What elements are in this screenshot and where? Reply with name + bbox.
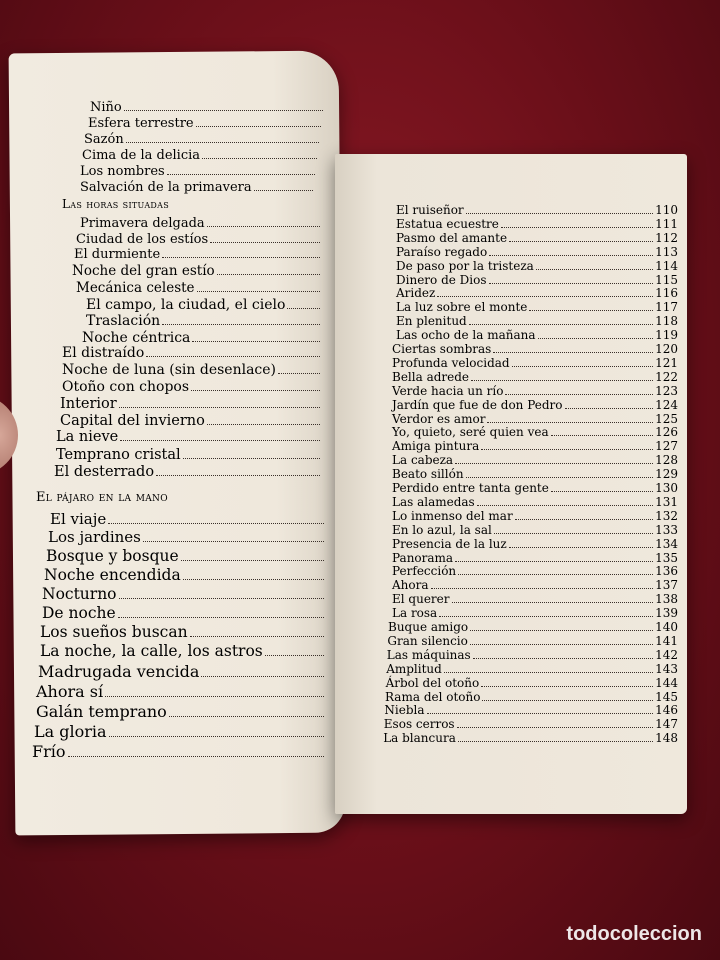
dot-leader xyxy=(287,296,320,309)
dot-leader xyxy=(452,594,654,604)
dot-leader xyxy=(278,361,320,374)
dot-leader xyxy=(108,511,324,524)
toc-entry xyxy=(62,378,322,395)
toc-entry xyxy=(396,300,678,314)
toc-entry xyxy=(44,566,326,584)
toc-entry-title: Bosque y bosque xyxy=(46,547,179,565)
toc-entry-title: Cima de la delicia xyxy=(82,147,201,163)
dot-leader xyxy=(169,704,324,717)
toc-entry-title: El distraído xyxy=(62,344,145,361)
dot-leader xyxy=(565,399,654,409)
toc-entry xyxy=(76,279,322,296)
dot-leader xyxy=(471,371,653,381)
toc-entry-title: Buque amigo xyxy=(388,620,469,634)
dot-leader xyxy=(489,246,653,256)
toc-entry xyxy=(392,523,678,537)
toc-entry-title: Perdido entre tanta gente xyxy=(392,481,549,495)
toc-entry-title: Verde hacia un río xyxy=(392,383,504,398)
toc-entry-page-number: 136 xyxy=(655,564,678,579)
toc-entry-title: Ciudad de los estíos xyxy=(76,231,209,247)
toc-entry-title: Dinero de Dios xyxy=(396,272,487,287)
toc-entry xyxy=(36,702,326,721)
toc-entry xyxy=(56,446,322,463)
toc-entry xyxy=(80,214,322,231)
toc-entry-page-number: 123 xyxy=(655,383,678,398)
dot-leader xyxy=(481,677,653,687)
toc-entry-page-number: 138 xyxy=(655,592,678,607)
dot-leader xyxy=(183,567,324,580)
toc-entry-title: De noche xyxy=(42,604,116,622)
toc-entry-page-number: 133 xyxy=(655,522,678,537)
toc-entry xyxy=(62,344,322,361)
toc-entry-title: El durmiente xyxy=(74,246,161,262)
toc-entry xyxy=(42,585,326,603)
dot-leader xyxy=(493,343,653,353)
dot-leader xyxy=(458,566,653,576)
toc-entry-title: El querer xyxy=(392,592,450,607)
toc-entry xyxy=(392,439,678,453)
dot-leader xyxy=(119,395,320,408)
toc-entry xyxy=(40,642,326,660)
dot-leader xyxy=(207,214,320,227)
toc-entry-title: Esfera terrestre xyxy=(88,115,194,131)
dot-leader xyxy=(68,744,325,757)
toc-entry xyxy=(392,592,678,606)
toc-entry xyxy=(396,286,678,300)
toc-entry xyxy=(62,361,322,378)
toc-entry-title: Estatua ecuestre xyxy=(396,216,499,231)
toc-entry-title: Galán temprano xyxy=(36,702,167,721)
dot-leader xyxy=(512,357,653,367)
dot-leader xyxy=(487,413,653,423)
toc-entry-page-number: 140 xyxy=(655,620,678,634)
toc-entry-page-number: 146 xyxy=(655,703,678,718)
toc-entry-page-number: 148 xyxy=(655,731,678,746)
dot-leader xyxy=(156,463,320,476)
toc-entry-page-number: 131 xyxy=(655,494,678,509)
dot-leader xyxy=(120,428,320,441)
toc-entry-title: Los jardines xyxy=(48,528,141,546)
toc-entry xyxy=(396,273,678,287)
toc-entry-title: Nocturno xyxy=(42,585,117,603)
dot-leader xyxy=(265,643,324,656)
toc-entry-page-number: 111 xyxy=(655,216,678,231)
dot-leader xyxy=(183,446,320,459)
dot-leader xyxy=(119,586,324,599)
dot-leader xyxy=(455,552,653,562)
toc-entry xyxy=(396,217,678,231)
toc-entry xyxy=(396,328,678,342)
dot-leader xyxy=(254,178,313,191)
toc-entry-page-number: 129 xyxy=(655,467,678,482)
toc-entry-page-number: 128 xyxy=(655,453,678,468)
toc-entry-title: Las máquinas xyxy=(386,647,471,662)
toc-entry xyxy=(48,528,326,546)
toc-entry-title: La noche, la calle, los astros xyxy=(40,642,263,660)
toc-entry-page-number: 118 xyxy=(655,314,678,329)
toc-entry xyxy=(80,162,317,179)
toc-entry-title: El campo, la ciudad, el cielo xyxy=(86,296,286,313)
toc-entry-title: Mecánica celeste xyxy=(76,279,195,296)
toc-entry-page-number: 125 xyxy=(655,411,678,426)
dot-leader xyxy=(529,302,653,312)
toc-entry-title: Ciertas sombras xyxy=(392,342,492,356)
dot-leader xyxy=(437,288,653,298)
toc-entry xyxy=(86,312,322,329)
toc-entry-title: Ahora sí xyxy=(36,682,104,701)
toc-entry xyxy=(392,453,678,467)
toc-entry-page-number: 110 xyxy=(655,203,678,217)
dot-leader xyxy=(458,733,653,743)
toc-entry-title: Sazón xyxy=(84,131,124,147)
toc-entry xyxy=(392,564,678,578)
toc-entry xyxy=(74,245,322,262)
toc-entry-title: Paraíso regado xyxy=(396,244,488,259)
toc-entry xyxy=(72,262,322,279)
toc-entry-title: Lo inmenso del mar xyxy=(392,508,513,523)
toc-entry-title: Primavera delgada xyxy=(80,215,205,231)
dot-leader xyxy=(118,605,324,618)
toc-entry-title: Esos cerros xyxy=(383,717,455,732)
toc-entry-page-number: 117 xyxy=(655,300,678,315)
toc-entry xyxy=(386,662,678,676)
toc-entry-page-number: 115 xyxy=(655,272,678,287)
toc-entry xyxy=(40,623,326,641)
dot-leader xyxy=(192,329,320,342)
toc-entry-title: Beato sillón xyxy=(392,467,464,482)
dot-leader xyxy=(207,412,320,425)
toc-entry xyxy=(396,245,678,259)
toc-entry-title: Ahora xyxy=(392,578,429,593)
toc-entry xyxy=(396,231,678,245)
toc-entry xyxy=(392,551,678,565)
toc-entry-title: En plenitud xyxy=(396,314,467,329)
dot-leader xyxy=(197,279,320,292)
dot-leader xyxy=(439,607,653,617)
toc-entry-title: La blancura xyxy=(383,731,456,746)
toc-entry-title: Gran silencio xyxy=(387,633,468,648)
toc-entry xyxy=(50,510,326,528)
toc-entry-page-number: 113 xyxy=(655,244,678,259)
toc-entry xyxy=(385,690,678,704)
toc-entry-title: Noche encendida xyxy=(44,566,181,584)
toc-entry xyxy=(84,130,321,147)
toc-entry xyxy=(82,146,319,163)
toc-entry-title: Yo, quieto, seré quien vea xyxy=(392,425,549,440)
toc-entry-page-number: 122 xyxy=(655,369,678,384)
toc-entry xyxy=(80,178,315,195)
watermark: todocoleccion xyxy=(566,923,702,945)
toc-entry-title: Aridez xyxy=(396,286,436,301)
toc-entry xyxy=(32,742,326,761)
toc-entry-page-number: 116 xyxy=(655,286,678,301)
toc-entry-title: Amiga pintura xyxy=(392,439,480,454)
dot-leader xyxy=(146,344,320,357)
dot-leader xyxy=(551,482,653,492)
toc-entry-title: La rosa xyxy=(392,606,438,621)
toc-entry-title: La cabeza xyxy=(392,453,454,468)
dot-leader xyxy=(162,312,320,325)
toc-entry xyxy=(86,296,322,313)
dot-leader xyxy=(162,245,320,258)
toc-entry-title: Árbol del otoño xyxy=(385,675,480,690)
toc-entry xyxy=(396,259,678,273)
dot-leader xyxy=(210,230,320,243)
toc-entry xyxy=(392,370,678,384)
dot-leader xyxy=(191,378,320,391)
dot-leader xyxy=(509,232,653,242)
toc-entry-page-number: 120 xyxy=(655,342,678,356)
toc-entry-title: Otoño con chopos xyxy=(62,378,190,395)
toc-entry-title: Los nombres xyxy=(80,163,165,179)
toc-entry xyxy=(388,620,678,634)
dot-leader xyxy=(494,524,653,534)
section-heading: Las horas situadas xyxy=(62,197,169,211)
dot-leader xyxy=(477,496,653,506)
section-heading: El pájaro en la mano xyxy=(36,490,168,505)
toc-entry-page-number: 126 xyxy=(655,425,678,440)
dot-leader xyxy=(167,162,315,175)
toc-entry-title: En lo azul, la sal xyxy=(392,522,492,537)
toc-entry-page-number: 134 xyxy=(655,536,678,551)
dot-leader xyxy=(470,635,653,645)
toc-entry-page-number: 147 xyxy=(655,717,678,732)
toc-entry-title: Interior xyxy=(60,395,117,412)
toc-entry xyxy=(392,606,678,620)
toc-entry-title: Temprano cristal xyxy=(56,446,181,463)
toc-entry-title: Noche de luna (sin desenlace) xyxy=(62,361,277,378)
toc-entry-page-number: 121 xyxy=(655,355,678,370)
dot-leader xyxy=(431,580,654,590)
toc-entry-title: Presencia de la luz xyxy=(392,536,507,551)
dot-leader xyxy=(466,204,653,214)
toc-entry xyxy=(392,537,678,551)
dot-leader xyxy=(105,684,324,697)
toc-entry xyxy=(392,425,678,439)
toc-entry-title: La luz sobre el monte xyxy=(396,300,528,315)
dot-leader xyxy=(202,146,317,159)
toc-entry-page-number: 132 xyxy=(655,508,678,523)
toc-entry-page-number: 144 xyxy=(655,675,678,690)
toc-entry-title: Niño xyxy=(90,99,122,115)
dot-leader xyxy=(466,468,654,478)
toc-entry xyxy=(36,682,326,701)
dot-leader xyxy=(473,649,653,659)
toc-entry-title: Noche céntrica xyxy=(82,329,191,346)
toc-entry-title: Los sueños buscan xyxy=(40,623,188,641)
toc-entry-page-number: 124 xyxy=(655,397,678,412)
toc-entry-title: Frío xyxy=(32,742,66,761)
dot-leader xyxy=(109,724,324,737)
toc-entry xyxy=(54,463,322,480)
toc-entry-page-number: 141 xyxy=(655,633,678,648)
toc-entry xyxy=(60,412,322,429)
dot-leader xyxy=(505,385,653,395)
toc-entry xyxy=(387,634,678,648)
toc-entry xyxy=(384,703,678,717)
toc-entry xyxy=(392,578,678,592)
dot-leader xyxy=(551,427,653,437)
toc-entry xyxy=(392,481,678,495)
dot-leader xyxy=(509,538,653,548)
dot-leader xyxy=(489,274,654,284)
toc-entry xyxy=(392,356,678,370)
toc-entry xyxy=(386,676,678,690)
toc-entry xyxy=(60,395,322,412)
toc-entry-title: Madrugada vencida xyxy=(38,662,200,681)
toc-entry-page-number: 145 xyxy=(655,689,678,704)
toc-entry-title: De paso por la tristeza xyxy=(396,258,534,273)
toc-entry-title: Capital del invierno xyxy=(60,412,205,429)
toc-entry-page-number: 130 xyxy=(655,481,678,495)
toc-entry-title: El desterrado xyxy=(54,463,155,480)
toc-entry-title: Verdor es amor xyxy=(392,411,486,426)
toc-entry xyxy=(396,203,678,217)
dot-leader xyxy=(469,316,653,326)
toc-entry-page-number: 127 xyxy=(655,439,678,454)
toc-entry-title: Las ocho de la mañana xyxy=(396,328,536,343)
dot-leader xyxy=(124,98,323,111)
toc-entry-title: La nieve xyxy=(56,428,119,445)
toc-entry xyxy=(392,509,678,523)
toc-entry-title: Niebla xyxy=(384,703,425,718)
toc-entry xyxy=(392,384,678,398)
toc-entry xyxy=(392,495,678,509)
toc-entry-title: Bella adrede xyxy=(392,369,470,384)
toc-entry-title: Rama del otoño xyxy=(385,689,481,704)
dot-leader xyxy=(501,218,653,228)
dot-leader xyxy=(455,455,653,465)
dot-leader xyxy=(481,441,653,451)
toc-entry-page-number: 139 xyxy=(655,606,678,621)
dot-leader xyxy=(190,624,324,637)
dot-leader xyxy=(427,705,654,715)
dot-leader xyxy=(536,260,653,270)
dot-leader xyxy=(181,548,324,561)
toc-entry-page-number: 137 xyxy=(655,578,678,593)
dot-leader xyxy=(126,130,319,143)
toc-entry-page-number: 119 xyxy=(655,328,678,343)
toc-entry-page-number: 143 xyxy=(655,661,678,676)
toc-entry xyxy=(392,398,678,412)
toc-entry xyxy=(42,604,326,622)
dot-leader xyxy=(143,529,324,542)
toc-entry xyxy=(392,467,678,481)
dot-leader xyxy=(470,621,653,631)
toc-entry-title: Pasmo del amante xyxy=(396,230,508,245)
dot-leader xyxy=(201,664,324,677)
toc-entry xyxy=(384,717,678,731)
toc-entry xyxy=(396,314,678,328)
dot-leader xyxy=(482,691,653,701)
dot-leader xyxy=(217,262,320,275)
toc-entry-title: Panorama xyxy=(392,550,454,565)
toc-entry-title: Profunda velocidad xyxy=(392,355,510,370)
toc-entry-page-number: 112 xyxy=(655,230,678,245)
toc-entry-page-number: 114 xyxy=(655,258,678,273)
toc-entry-title: Perfección xyxy=(392,564,457,579)
toc-entry xyxy=(88,114,323,131)
toc-entry xyxy=(383,731,678,745)
toc-entry-page-number: 142 xyxy=(655,647,678,662)
toc-entry xyxy=(38,662,326,681)
toc-entry-title: Traslación xyxy=(86,312,161,329)
toc-entry-title: Salvación de la primavera xyxy=(80,179,252,195)
dot-leader xyxy=(457,719,653,729)
toc-entry-title: Amplitud xyxy=(386,661,442,676)
dot-leader xyxy=(444,663,653,673)
toc-entry-title: Las alamedas xyxy=(392,494,475,509)
toc-entry xyxy=(56,428,322,445)
toc-entry xyxy=(387,648,678,662)
dot-leader xyxy=(196,114,321,127)
toc-entry xyxy=(392,412,678,426)
toc-entry-title: La gloria xyxy=(34,722,107,741)
toc-entry xyxy=(392,342,678,356)
toc-entry-title: Jardín que fue de don Pedro xyxy=(392,397,563,412)
toc-entry-page-number: 135 xyxy=(655,550,678,565)
toc-entry xyxy=(34,722,326,741)
toc-entry xyxy=(46,547,326,565)
dot-leader xyxy=(515,510,653,520)
toc-entry-title: El viaje xyxy=(50,510,107,528)
toc-entry-title: Noche del gran estío xyxy=(72,262,215,279)
toc-entry-title: El ruiseñor xyxy=(396,203,464,217)
dot-leader xyxy=(538,329,654,339)
toc-entry xyxy=(90,98,325,115)
